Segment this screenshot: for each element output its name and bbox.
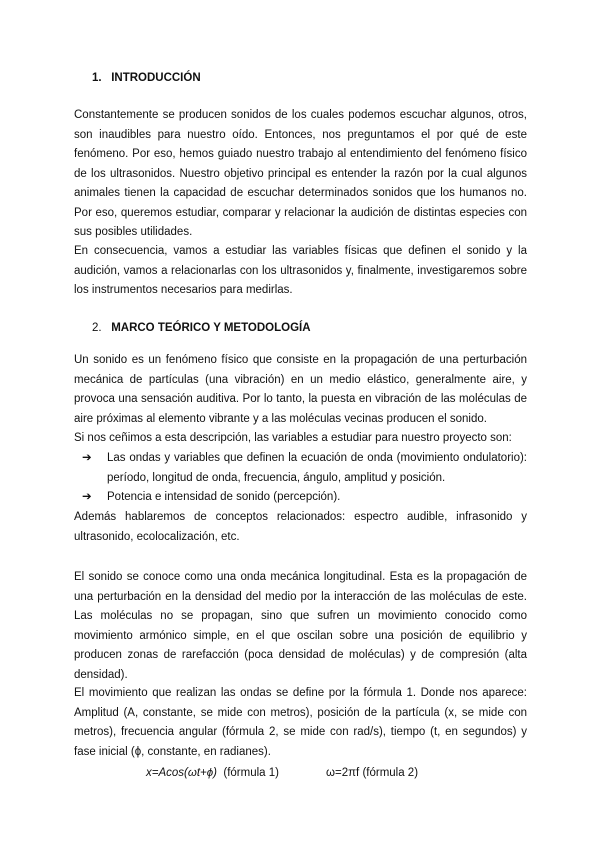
- formula-2-expression: ω=2πf: [326, 767, 360, 779]
- section-2-heading: [92, 322, 311, 334]
- formula-2: [326, 767, 418, 779]
- section-2-number: 2.: [92, 322, 102, 334]
- variables-lead-text: Si nos ceñimos a esta descripción, las variables a estudiar para nuestro proyecto son:: [74, 432, 512, 444]
- longitudinal-wave-paragraph: El sonido se conoce como una onda mecánica longitudinal. Esta es la propagación de una perturbación en la densidad del medio por la interacción de las moléculas de este. Las moléculas no se propagan, sino que sufren un movimiento conocido como movimiento armónico simple, en el que oscilan sobre una posición de equilibrio y producen zonas de rarefacción (poca densidad de moléculas) y de compresión (alta densidad).: [74, 571, 527, 681]
- intro-paragraph-2: En consecuencia, vamos a estudiar las variables físicas que definen el sonido y la audición, vamos a relacionarlas con los ultrasonidos y, finalmente, investigaremos sobre los instrumentos necesarios para medirlas.: [74, 245, 527, 296]
- related-concepts-paragraph: Además hablaremos de conceptos relacionados: espectro audible, infrasonido y ultrasonido, ecolocalización, etc.: [74, 511, 527, 543]
- formula-2-label: (fórmula 2): [362, 767, 419, 779]
- list-item: [74, 449, 527, 488]
- arrow-bullet-icon: ➔: [82, 452, 92, 464]
- wave-motion-paragraph: El movimiento que realizan las ondas se define por la fórmula 1. Donde nos aparece: Amplitud (A, constante, se mide con metros), posición de la partícula (x, se mide con metros), frecuencia angular (fórmula 2, se mide con rad/s), tiempo (t, en segundos) y fase inicial (ϕ, constante, en radianes).: [74, 687, 527, 758]
- formula-1-expression: x=Acos(ωt+ϕ): [146, 767, 217, 779]
- arrow-bullet-icon: ➔: [82, 491, 92, 503]
- variables-list: [74, 449, 527, 508]
- list-item-text: Las ondas y variables que definen la ecuación de onda (movimiento ondulatorio): período, longitud de onda, frecuencia, ángulo, amplitud y posición.: [107, 452, 527, 484]
- section-1-heading: [92, 72, 201, 84]
- formula-1: [146, 767, 279, 779]
- formula-1-label: (fórmula 1): [223, 767, 279, 779]
- section-1-number: 1.: [92, 72, 102, 84]
- sound-definition-paragraph: Un sonido es un fenómeno físico que consiste en la propagación de una perturbación mecánica de partículas (una vibración) en un medio elástico, generalmente aire, y provoca una sensación auditiva. Por lo tanto, la puesta en vibración de las moléculas de aire próximas al elemento vibrante y a las moléculas vecinas producen el sonido.: [74, 354, 527, 425]
- section-2-title: MARCO TEÓRICO Y METODOLOGÍA: [111, 322, 311, 334]
- section-1-title: INTRODUCCIÓN: [111, 72, 201, 84]
- intro-paragraph-1: Constantemente se producen sonidos de los cuales podemos escuchar algunos, otros, son inaudibles para nuestro oído. Entonces, nos preguntamos el por qué de este fenómeno. Por eso, hemos guiado nuestro trabajo al entendimiento del fenómeno físico de los ultrasonidos. Nuestro objetivo principal es entender la razón por la cual algunos animales tienen la capacidad de escuchar determinados sonidos que los humanos no. Por eso, queremos estudiar, comparar y relacionar la audición de distintas especies con sus posibles utilidades.: [74, 109, 527, 238]
- list-item-text: Potencia e intensidad de sonido (percepción).: [107, 491, 341, 503]
- list-item: [74, 488, 527, 508]
